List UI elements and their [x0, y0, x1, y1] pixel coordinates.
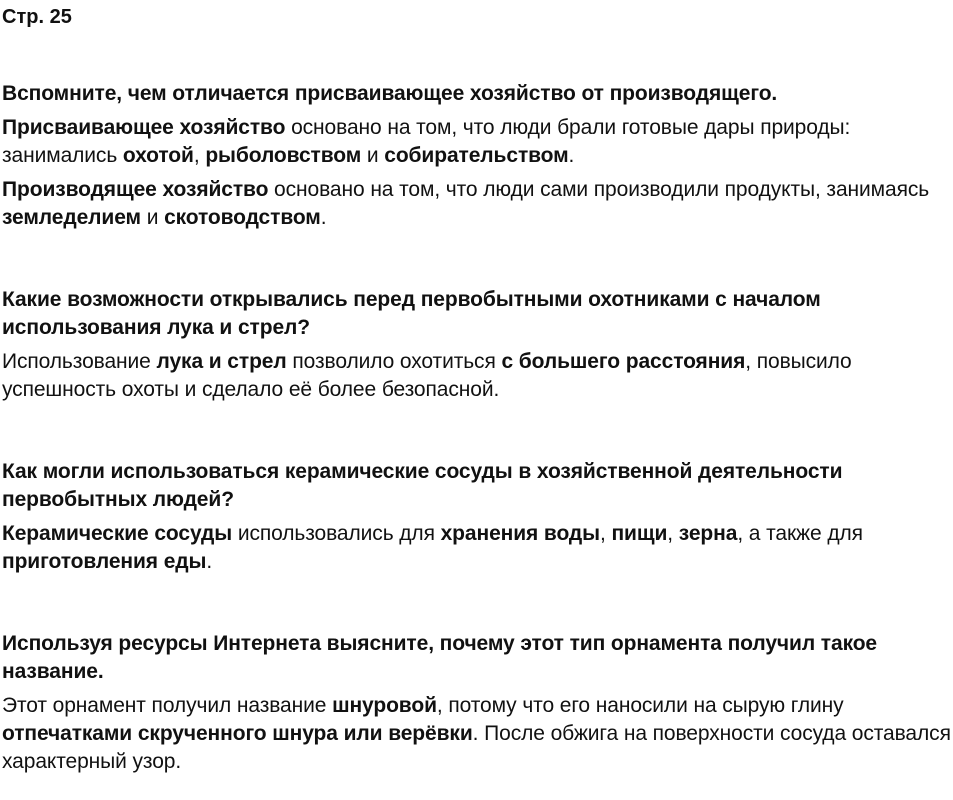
qa-block-1 — [2, 80, 953, 232]
answer-text: , — [667, 522, 679, 545]
answer-emphasis: зерна — [678, 522, 738, 545]
answer-emphasis: рыболовством — [205, 144, 362, 167]
answer-text: . После обжига на поверхности сосуда оставался характерный узор. — [2, 722, 951, 773]
question-4: Используя ресурсы Интернета выясните, почему этот тип орнамента получил такое название. — [2, 632, 878, 683]
answer-text: Использование — [2, 350, 157, 373]
answer-text: , — [193, 144, 206, 167]
answer-emphasis: лука и стрел — [156, 350, 287, 373]
answer-emphasis: шнуровой — [332, 694, 437, 717]
answer-text: и — [140, 206, 165, 229]
qa-block-2 — [2, 286, 953, 404]
answer-text: и — [361, 144, 385, 167]
answer-emphasis: собирательством — [384, 144, 569, 167]
answer-emphasis: отпечатками скрученного шнура или верёвки — [2, 722, 473, 745]
answer-emphasis: Присваивающее хозяйство — [2, 116, 286, 139]
answer-emphasis: пищи — [611, 522, 668, 545]
answer-text: . — [320, 206, 327, 229]
answer-emphasis: земледелием — [2, 206, 141, 229]
answer-text: использовались для — [232, 522, 441, 545]
answer-text: основано на том, что люди брали готовые дары природы: занимались — [2, 116, 851, 167]
answer-4-1 — [2, 692, 953, 776]
question-1: Вспомните, чем отличается присваивающее хозяйство от производящего. — [2, 82, 778, 105]
answer-3-1 — [2, 520, 953, 576]
answer-emphasis: охотой — [122, 144, 194, 167]
question-2: Какие возможности открывались перед первобытными охотниками с началом использования лука и стрел? — [2, 288, 821, 339]
answer-text: . — [568, 144, 575, 167]
answer-emphasis: Производящее хозяйство — [2, 178, 269, 201]
answer-emphasis: хранения воды — [440, 522, 600, 545]
question-3: Как могли использоваться керамические сосуды в хозяйственной деятельности первобытных людей? — [2, 460, 843, 511]
section-gap — [2, 238, 953, 286]
answer-text: , потому что его наносили на сырую глину — [436, 694, 844, 717]
section-gap — [2, 582, 953, 630]
section-gap — [2, 410, 953, 458]
answer-text: , а также для — [737, 522, 863, 545]
answer-text: . — [206, 550, 213, 573]
answer-emphasis: скотоводством — [164, 206, 321, 229]
answer-emphasis: приготовления еды — [2, 550, 207, 573]
answer-text: позволило охотиться — [286, 350, 502, 373]
answer-1-1 — [2, 114, 953, 170]
qa-block-3 — [2, 458, 953, 576]
page-number: Стр. 25 — [2, 6, 72, 28]
answer-text: , — [599, 522, 612, 545]
answer-1-2 — [2, 176, 953, 232]
answer-text: основано на том, что люди сами производили продукты, занимаясь — [268, 178, 930, 201]
answer-emphasis: Керамические сосуды — [2, 522, 233, 545]
qa-block-4 — [2, 630, 953, 776]
answer-emphasis: с большего расстояния — [501, 350, 746, 373]
answer-text: , повысило успешность охоты и сделало её более безопасной. — [2, 350, 852, 401]
answer-text: Этот орнамент получил название — [2, 694, 333, 717]
answer-2-1 — [2, 348, 953, 404]
